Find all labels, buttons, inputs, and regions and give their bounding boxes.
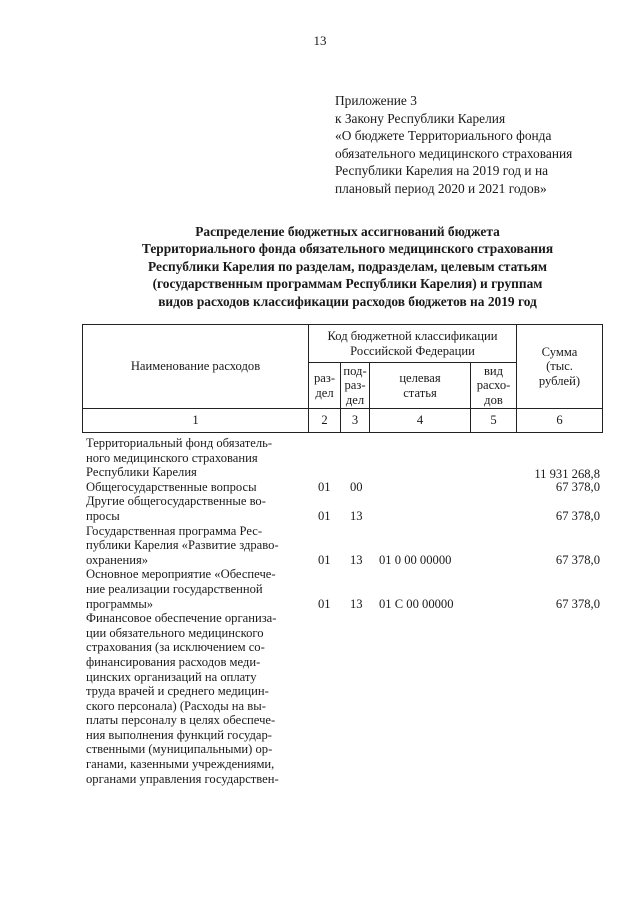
row-podrazdel: 00 (350, 479, 363, 494)
row-name-line: финансирования расходов меди- (86, 654, 261, 669)
header-podrazdel-line: дел (345, 392, 365, 407)
appendix-line: Приложение 3 (335, 93, 417, 108)
title-line: (государственным программам Республики Карелия) и группам (152, 276, 543, 292)
row-podrazdel: 13 (350, 596, 363, 611)
header-name: Наименование расходов (83, 325, 309, 409)
title-line: Республики Карелия по разделам, подразделам, целевым статьям (147, 258, 548, 274)
row-name-line: Другие общегосударственные во- (86, 494, 266, 509)
header-podrazdel-line: раз- (344, 378, 366, 393)
row-name-line: Республики Карелия (86, 465, 197, 480)
row-name (82, 436, 308, 480)
header-summa (517, 325, 603, 409)
appendix-line: обязательного медицинского страхования (335, 145, 573, 161)
row-razdel: 01 (318, 479, 331, 494)
table-row (82, 494, 602, 523)
header-code-line: Код бюджетной классификации (327, 329, 498, 343)
header-podrazdel-line: под- (343, 363, 367, 378)
row-name-line: Территориальный фонд обязатель- (86, 436, 273, 450)
row-name-line: ганами, казенными учреждениями, (86, 757, 275, 772)
table-row (82, 611, 602, 786)
row-name-line: ции обязательного медицинского (86, 625, 264, 640)
title-line: Распределение бюджетных ассигнований бюджета (195, 224, 500, 239)
row-name-line: охранения» (86, 552, 149, 567)
row-name-line: Общегосударственные вопросы (86, 479, 257, 494)
column-number: 5 (471, 409, 517, 433)
row-name (82, 524, 308, 568)
row-summa: 67 378,0 (555, 552, 600, 567)
appendix-line: к Закону Республики Карелия (335, 110, 506, 126)
row-razdel: 01 (318, 552, 331, 567)
appendix-block (335, 92, 635, 197)
row-name-line: цинских организаций на оплату (86, 669, 257, 684)
page-number: 13 (313, 33, 327, 48)
header-vid-line: расхо- (476, 378, 511, 393)
row-name-line: страхования (за исключением со- (86, 640, 265, 655)
row-name-line: ственными (муниципальными) ор- (86, 742, 273, 757)
row-name (82, 567, 308, 611)
row-statya: 01 С 00 00000 (379, 596, 454, 611)
column-number: 4 (370, 409, 471, 433)
row-name-line: публики Карелия «Развитие здраво- (86, 538, 279, 553)
table-row (82, 480, 602, 495)
row-name-line: органами управления государствен- (86, 771, 279, 786)
column-number: 1 (83, 409, 309, 433)
title-line: Территориального фонда обязательного медицинского страхования (141, 241, 554, 257)
header-podrazdel (341, 363, 370, 409)
row-name-line: Государственная программа Рес- (86, 523, 263, 538)
header-summa-line: (тыс. (546, 359, 573, 374)
row-name-line: просы (86, 508, 120, 523)
table-row (82, 567, 602, 611)
row-summa: 67 378,0 (555, 479, 600, 494)
header-summa-line: рублей) (538, 373, 581, 388)
row-name-line: программы» (86, 596, 154, 611)
row-statya: 01 0 00 00000 (379, 552, 452, 567)
header-vid-line: вид (483, 363, 504, 378)
header-vid-line: дов (484, 392, 503, 407)
row-summa: 67 378,0 (555, 508, 600, 523)
appendix-line: «О бюджете Территориального фонда (335, 128, 552, 143)
table-row (82, 524, 602, 568)
row-podrazdel: 13 (350, 508, 363, 523)
header-summa-line: Сумма (541, 344, 578, 359)
header-vid (471, 363, 517, 409)
appendix-line: плановый период 2020 и 2021 годов» (335, 180, 547, 196)
header-razdel-line: дел (315, 385, 334, 400)
row-razdel: 01 (318, 508, 331, 523)
header-code-group (309, 325, 517, 363)
table-row (82, 436, 602, 480)
row-name (82, 611, 308, 786)
column-number: 3 (341, 409, 370, 433)
column-number: 2 (309, 409, 341, 433)
row-name-line: ного медицинского страхования (86, 450, 258, 465)
row-name-line: труда врачей и среднего медицин- (86, 684, 269, 699)
header-code-line: Российской Федерации (350, 343, 475, 358)
row-name-line: ния выполнения функций государ- (86, 727, 272, 742)
row-name-line: ние реализации государственной (86, 581, 263, 596)
row-razdel: 01 (318, 596, 331, 611)
row-name-line: Основное мероприятие «Обеспече- (86, 567, 276, 582)
row-name (82, 480, 308, 495)
row-name-line: ского персонала) (Расходы на вы- (86, 698, 266, 713)
header-statya-line: статья (403, 385, 437, 400)
row-podrazdel: 13 (350, 552, 363, 567)
header-razdel (309, 363, 341, 409)
row-name-line: платы персоналу в целях обеспече- (86, 713, 276, 728)
header-statya-line: целевая (399, 371, 441, 385)
header-razdel-line: раз- (313, 371, 336, 385)
row-summa: 67 378,0 (555, 596, 600, 611)
row-name (82, 494, 308, 523)
table-header (82, 324, 603, 433)
header-statya (370, 363, 471, 409)
table-body (82, 436, 602, 786)
appendix-line: Республики Карелия на 2019 год и на (335, 163, 549, 178)
column-number: 6 (517, 409, 603, 433)
row-name-line: Финансовое обеспечение организа- (86, 611, 277, 626)
document-title (60, 223, 635, 310)
title-line: видов расходов классификации расходов бюджетов на 2019 год (158, 293, 537, 309)
row-summa: 11 931 268,8 (534, 467, 600, 482)
